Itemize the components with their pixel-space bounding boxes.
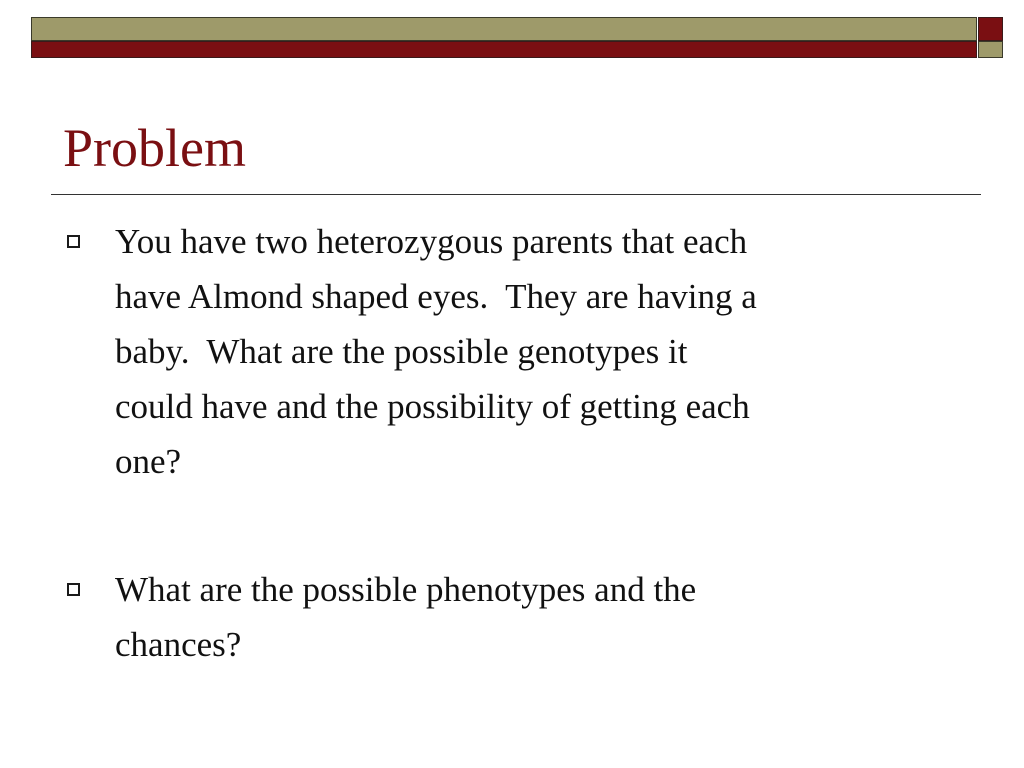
bullet-line: baby. What are the possible genotypes it — [115, 332, 688, 371]
header-band-maroon — [31, 41, 977, 58]
header-band-olive — [31, 17, 977, 41]
bullet-line: could have and the possibility of getting each — [115, 387, 750, 426]
slide-title: Problem — [63, 118, 246, 178]
bullet-line: chances? — [115, 625, 242, 664]
hollow-square-bullet-icon — [67, 235, 80, 248]
corner-block-olive — [978, 41, 1003, 58]
hollow-square-bullet-icon — [67, 583, 80, 596]
corner-block-maroon — [978, 17, 1003, 41]
bullet-line: You have two heterozygous parents that each — [115, 222, 748, 261]
title-divider — [51, 194, 981, 195]
bullet-line: What are the possible phenotypes and the — [115, 570, 697, 609]
bullet-text — [115, 562, 965, 672]
bullet-text — [115, 214, 965, 489]
bullet-line: one? — [115, 442, 182, 481]
bullet-line: have Almond shaped eyes. They are having a — [115, 277, 757, 316]
